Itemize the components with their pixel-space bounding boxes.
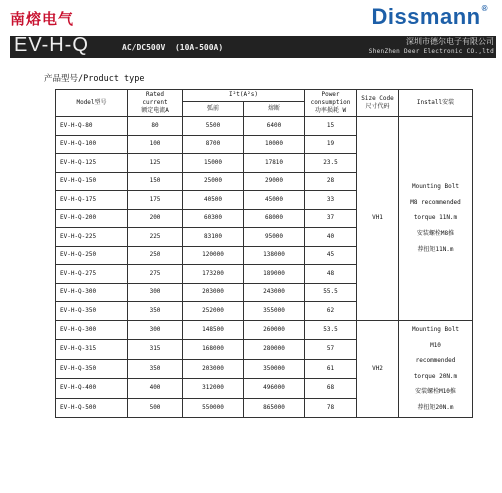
header-size-code: Size Code 尺寸代码 [357, 90, 399, 117]
cell-melt-i2t: 10000 [244, 135, 305, 154]
cell-rated-current: 350 [128, 302, 183, 321]
cell-model: EV-H-Q-350 [56, 359, 128, 379]
cell-melt-i2t: 6400 [244, 117, 305, 136]
brand-name-cn: 南熔电气 [10, 10, 75, 28]
company-name-cn: 深圳市德尔电子有限公司 [406, 37, 494, 46]
cell-arc-i2t: 203000 [183, 359, 244, 379]
cell-model: EV-H-Q-225 [56, 228, 128, 247]
brand-name-en: Dissmann [371, 4, 481, 29]
cell-model: EV-H-Q-300 [56, 283, 128, 302]
cell-melt-i2t: 243000 [244, 283, 305, 302]
header-melt: 熔断 [244, 102, 305, 117]
table-row [56, 117, 473, 136]
cell-rated-current: 300 [128, 320, 183, 340]
install-line: Mounting Bolt [412, 325, 459, 333]
cell-model: EV-H-Q-315 [56, 340, 128, 360]
cell-rated-current: 500 [128, 398, 183, 418]
cell-rated-current: 175 [128, 191, 183, 210]
cell-install [399, 117, 473, 321]
cell-rated-current: 125 [128, 154, 183, 173]
cell-model: EV-H-Q-150 [56, 172, 128, 191]
install-line: recommended [415, 357, 456, 365]
cell-melt-i2t: 68000 [244, 209, 305, 228]
cell-install [399, 320, 473, 418]
cell-size-code: VH1 [357, 117, 399, 321]
cell-model: EV-H-Q-125 [56, 154, 128, 173]
cell-arc-i2t: 168000 [183, 340, 244, 360]
cell-melt-i2t: 189000 [244, 265, 305, 284]
header-power-consumption: Power consumption 功率损耗 W [305, 90, 357, 117]
install-line: M10 [430, 341, 441, 349]
cell-melt-i2t: 496000 [244, 379, 305, 399]
cell-model: EV-H-Q-275 [56, 265, 128, 284]
registered-mark: ® [481, 4, 488, 13]
cell-size-code: VH2 [357, 320, 399, 418]
cell-power: 62 [305, 302, 357, 321]
cell-arc-i2t: 83100 [183, 228, 244, 247]
install-line: 安装螺栓M10推 [415, 388, 456, 396]
cell-model: EV-H-Q-80 [56, 117, 128, 136]
cell-arc-i2t: 252000 [183, 302, 244, 321]
cell-model: EV-H-Q-100 [56, 135, 128, 154]
install-line: torque 11N.m [413, 214, 458, 222]
table-row [56, 320, 473, 340]
cell-rated-current: 225 [128, 228, 183, 247]
cell-rated-current: 200 [128, 209, 183, 228]
cell-rated-current: 275 [128, 265, 183, 284]
cell-power: 33 [305, 191, 357, 210]
product-model-title: EV-H-Q [14, 34, 89, 56]
cell-rated-current: 150 [128, 172, 183, 191]
cell-rated-current: 80 [128, 117, 183, 136]
cell-melt-i2t: 138000 [244, 246, 305, 265]
cell-power: 37 [305, 209, 357, 228]
cell-power: 23.5 [305, 154, 357, 173]
header-i2t: I²t(A²s) [183, 90, 305, 102]
cell-rated-current: 350 [128, 359, 183, 379]
cell-model: EV-H-Q-500 [56, 398, 128, 418]
header-rated-current: Rated current 额定电流A [128, 90, 183, 117]
cell-model: EV-H-Q-200 [56, 209, 128, 228]
cell-melt-i2t: 45000 [244, 191, 305, 210]
cell-melt-i2t: 17810 [244, 154, 305, 173]
cell-power: 78 [305, 398, 357, 418]
install-line: 荐扭矩11N.m [417, 245, 454, 253]
company-name-en: ShenZhen Deer Electronic CO.,ltd [368, 48, 494, 55]
cell-arc-i2t: 15000 [183, 154, 244, 173]
cell-power: 19 [305, 135, 357, 154]
cell-melt-i2t: 29000 [244, 172, 305, 191]
cell-arc-i2t: 203000 [183, 283, 244, 302]
cell-power: 28 [305, 172, 357, 191]
cell-power: 53.5 [305, 320, 357, 340]
product-spec: AC/DC500V (10A-500A) [122, 43, 224, 52]
section-title: 产品型号/Product type [44, 74, 145, 84]
cell-arc-i2t: 148500 [183, 320, 244, 340]
cell-arc-i2t: 60300 [183, 209, 244, 228]
cell-arc-i2t: 120000 [183, 246, 244, 265]
cell-model: EV-H-Q-250 [56, 246, 128, 265]
cell-melt-i2t: 355000 [244, 302, 305, 321]
cell-rated-current: 250 [128, 246, 183, 265]
cell-melt-i2t: 865000 [244, 398, 305, 418]
cell-melt-i2t: 280000 [244, 340, 305, 360]
cell-rated-current: 100 [128, 135, 183, 154]
cell-rated-current: 300 [128, 283, 183, 302]
cell-power: 15 [305, 117, 357, 136]
cell-melt-i2t: 350000 [244, 359, 305, 379]
cell-arc-i2t: 40500 [183, 191, 244, 210]
page-header [0, 0, 502, 62]
cell-power: 45 [305, 246, 357, 265]
cell-arc-i2t: 312000 [183, 379, 244, 399]
install-line: 荐扭矩20N.m [417, 403, 454, 411]
cell-power: 57 [305, 340, 357, 360]
cell-melt-i2t: 260000 [244, 320, 305, 340]
header-install: Install安装 [399, 90, 473, 117]
cell-arc-i2t: 173200 [183, 265, 244, 284]
brand-logo [371, 4, 488, 30]
cell-model: EV-H-Q-300 [56, 320, 128, 340]
cell-power: 61 [305, 359, 357, 379]
install-line: M8 recommended [410, 198, 461, 206]
header-model: Model型号 [56, 90, 128, 117]
cell-power: 48 [305, 265, 357, 284]
install-line: 安装螺栓M8推 [416, 230, 455, 238]
cell-arc-i2t: 25000 [183, 172, 244, 191]
cell-arc-i2t: 8700 [183, 135, 244, 154]
cell-model: EV-H-Q-400 [56, 379, 128, 399]
product-table [55, 89, 473, 418]
cell-rated-current: 315 [128, 340, 183, 360]
header-arc: 弧前 [183, 102, 244, 117]
cell-rated-current: 400 [128, 379, 183, 399]
install-line: Mounting Bolt [412, 183, 459, 191]
cell-melt-i2t: 95000 [244, 228, 305, 247]
cell-arc-i2t: 550000 [183, 398, 244, 418]
cell-power: 40 [305, 228, 357, 247]
cell-model: EV-H-Q-350 [56, 302, 128, 321]
cell-power: 68 [305, 379, 357, 399]
cell-arc-i2t: 5500 [183, 117, 244, 136]
cell-power: 55.5 [305, 283, 357, 302]
install-line: torque 20N.m [413, 372, 458, 380]
cell-model: EV-H-Q-175 [56, 191, 128, 210]
